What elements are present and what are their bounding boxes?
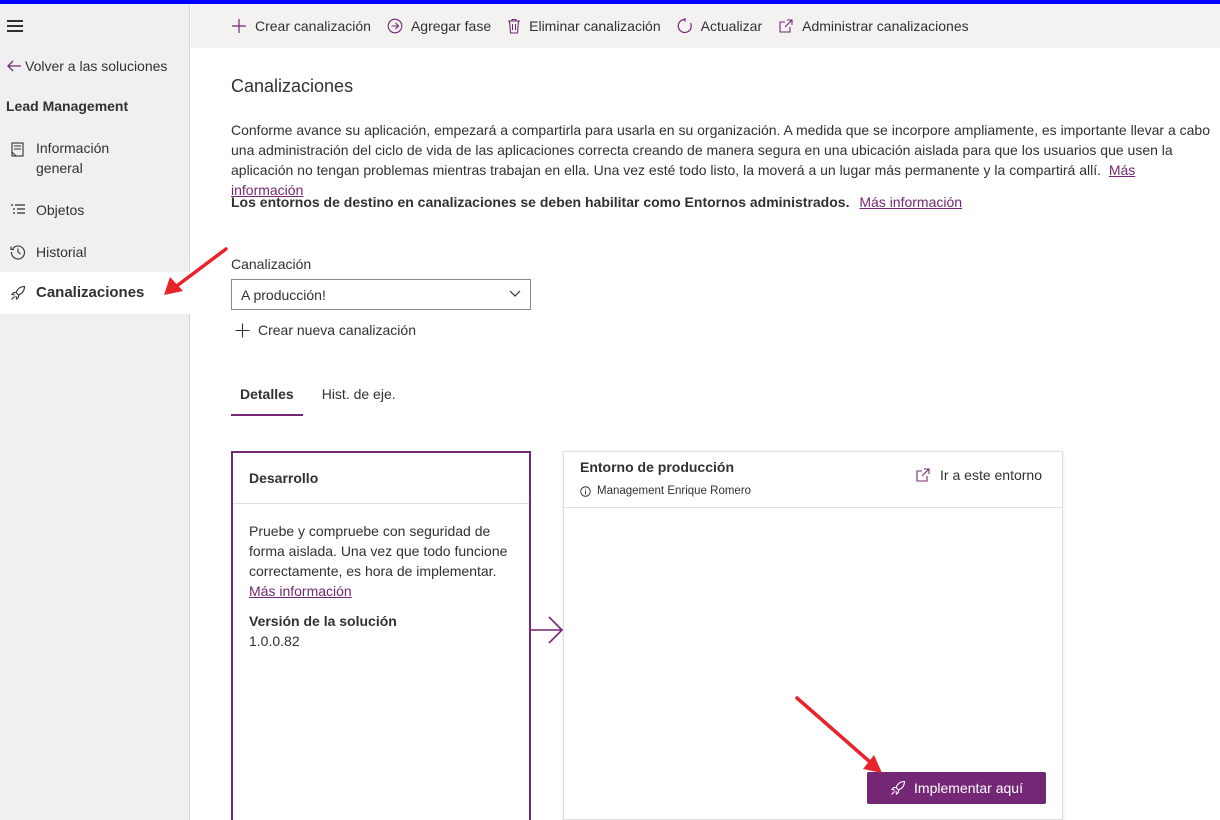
hamburger-menu-icon[interactable]	[7, 20, 23, 32]
refresh-icon	[677, 18, 693, 34]
stage-connector-arrow-icon	[531, 614, 565, 646]
circle-arrow-right-icon	[387, 18, 403, 34]
sidebar-item-overview[interactable]	[0, 138, 190, 178]
environment-subtitle	[580, 485, 751, 497]
page-title: Canalizaciones	[231, 76, 354, 96]
chevron-down-icon	[509, 290, 521, 298]
solution-name: Lead Management	[6, 98, 129, 114]
command-bar	[191, 4, 1220, 48]
stage-description: Pruebe y compruebe con seguridad de forma aislada. Una vez que todo funcione correctamente, es hora de implementar.	[249, 523, 508, 579]
solution-version-value: 1.0.0.82	[249, 633, 300, 649]
create-pipeline-button[interactable]	[231, 18, 371, 34]
annotation-arrow-icon	[792, 692, 888, 778]
more-info-link[interactable]: Más información	[231, 162, 1136, 198]
back-to-solutions-link[interactable]	[6, 58, 167, 74]
deploy-here-button[interactable]	[867, 772, 1046, 804]
objects-icon	[10, 202, 26, 216]
delete-pipeline-label: Eliminar canalización	[529, 18, 661, 34]
environment-title: Entorno de producción	[580, 459, 734, 475]
annotation-arrow-icon	[160, 244, 232, 300]
manage-pipelines-label: Administrar canalizaciones	[802, 18, 969, 34]
create-new-pipeline-button[interactable]	[235, 322, 416, 338]
pipeline-select[interactable]	[231, 279, 531, 310]
back-link-label: Volver a las soluciones	[25, 58, 168, 74]
arrow-left-icon	[6, 58, 22, 74]
manage-pipelines-button[interactable]	[778, 18, 969, 34]
tab-run-history[interactable]: Hist. de eje.	[321, 386, 396, 402]
sidebar-item-label: Canalizaciones	[36, 284, 145, 301]
description	[231, 120, 1211, 200]
add-stage-button[interactable]	[387, 18, 491, 34]
description-text: Conforme avance su aplicación, empezará a compartirla para usarla en su organización. A medida que se incorpore ampliamente, es importante llevar a cabo una administración del ciclo de vida de las aplicaciones correcta creando de manera segura en una ubicación aislada para que los usuarios que usen la aplicación no tengan problemas mientras trabajan en ella. Una vez esté todo listo, la moverá a un lugar más permanente y la compartirá allí.	[231, 122, 1210, 178]
plus-icon	[231, 18, 247, 34]
plus-icon	[235, 323, 250, 338]
refresh-button[interactable]	[677, 18, 762, 34]
tab-details[interactable]: Detalles	[231, 384, 303, 416]
warning-more-info-link[interactable]: Más información	[859, 194, 963, 210]
refresh-label: Actualizar	[700, 18, 763, 34]
managed-env-warning	[231, 194, 962, 210]
warning-text: Los entornos de destino en canalizaciones se deben habilitar como Entornos administrados.	[231, 194, 850, 210]
create-new-pipeline-label: Crear nueva canalización	[258, 322, 416, 338]
delete-pipeline-button[interactable]	[507, 18, 661, 34]
pipeline-select-value: A producción!	[241, 286, 326, 303]
deploy-here-label: Implementar aquí	[914, 780, 1023, 796]
info-icon	[580, 486, 591, 497]
go-to-environment-label: Ir a este entorno	[940, 467, 1042, 483]
sidebar-item-objects[interactable]	[0, 200, 190, 220]
overview-icon	[10, 140, 26, 158]
add-stage-label: Agregar fase	[410, 18, 492, 34]
sidebar-item-label: Historial	[36, 244, 87, 260]
tab-list	[231, 384, 415, 416]
rocket-icon	[10, 285, 26, 301]
create-pipeline-label: Crear canalización	[255, 18, 371, 34]
history-icon	[10, 244, 26, 260]
stage-title: Desarrollo	[233, 453, 529, 504]
environment-subtitle-text: Management Enrique Romero	[597, 485, 752, 497]
go-to-environment-link[interactable]	[915, 467, 1042, 483]
solution-version-label: Versión de la solución	[249, 613, 397, 629]
sidebar-item-label: Información general	[36, 140, 110, 176]
stage-more-info-link[interactable]: Más información	[249, 583, 352, 599]
open-external-icon	[915, 467, 931, 483]
trash-icon	[507, 18, 521, 34]
sidebar-item-label: Objetos	[36, 202, 85, 218]
left-navigation	[0, 4, 190, 820]
pipeline-field-label: Canalización	[231, 256, 312, 272]
development-stage-card	[231, 451, 531, 820]
open-external-icon	[778, 18, 794, 34]
rocket-icon	[890, 780, 906, 796]
